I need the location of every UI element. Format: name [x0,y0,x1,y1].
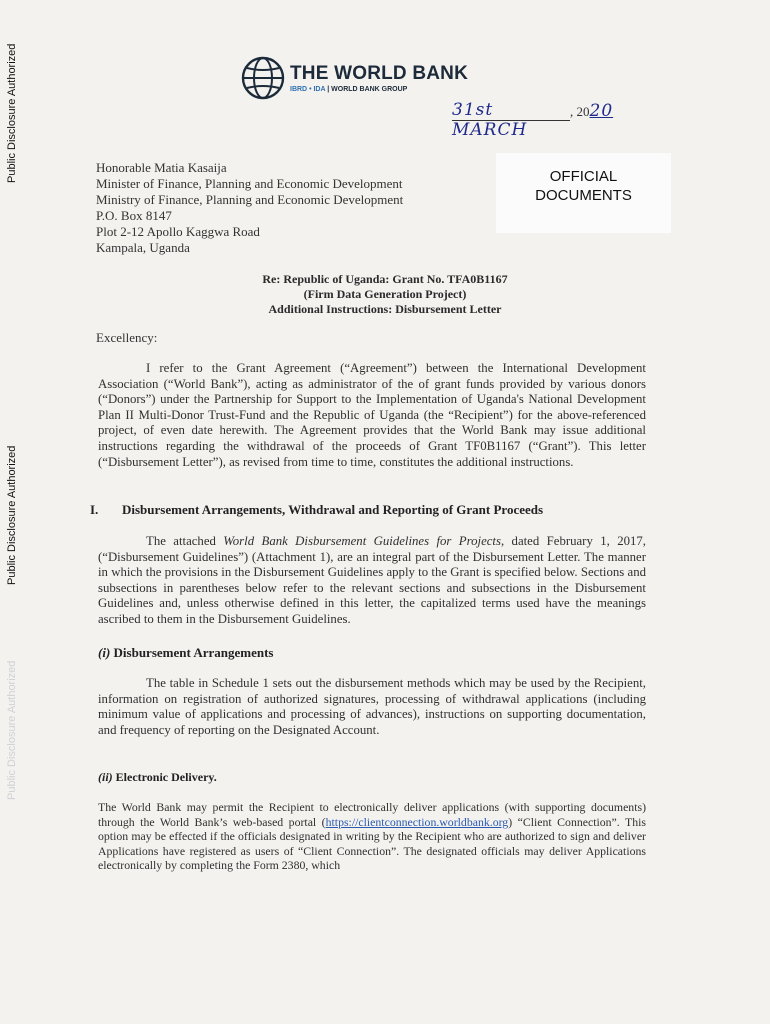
disclosure-label: Public Disclosure Authorized [6,660,18,800]
globe-icon [240,55,286,101]
handwritten-year: 20 [589,101,614,121]
letter-date: 31st MARCH, 2020 [452,100,614,140]
logo-subtitle: IBRD • IDA | WORLD BANK GROUP [290,86,408,93]
salutation: Excellency: [96,330,158,345]
electronic-delivery-paragraph: The World Bank may permit the Recipient to electronically deliver applications (with supporting documents) through the World Bank’s web-based portal (https://clientconnection.worldbank.org) “Client Connection”. This option may be effected if the officials designated in writing by the Recipient who are authorized to sign and deliver Applications have registered as users of “Client Connection”. The designated officials may deliver Applications electronically by completing the Form 2380, which [98,800,646,872]
subject-reference: Re: Republic of Uganda: Grant No. TFA0B1167 (Firm Data Generation Project) Additional Instructions: Disbursement Letter [262,272,508,316]
guidelines-paragraph: The attached World Bank Disbursement Guidelines for Projects, dated February 1, 2017, (“Disbursement Guidelines”) (Attachment 1), are an integral part of the Disbursement Letter. The manner in which the provisions in the Disbursement Guidelines apply to the Grant is specified below. Sections and subsections in parentheses below refer to the relevant sections and subsections in the Disbursement Guidelines and, unless otherwise defined in this letter, the capitalized terms used have the meanings ascribed to them in the Disbursement Guidelines. [98,534,647,626]
intro-paragraph: I refer to the Grant Agreement (“Agreement”) between the International Development Association (“World Bank”), acting as administrator of the of grant funds provided by various donors (“Donors”) under the Partnership for Support to the Implementation of Uganda's National Development Plan II Multi-Donor Trust-Fund and the Republic of Uganda (the “Recipient”) for the above-referenced project, of even date herewith. The Agreement provides that the World Bank may issue additional instructions regarding the withdrawal of the proceeds of Grant TF0B1167 (“Grant”). This letter (“Disbursement Letter”), as revised from time to time, constitutes the additional instructions. [98,361,646,469]
disclosure-label: Public Disclosure Authorized [6,445,18,585]
disclosure-label: Public Disclosure Authorized [6,43,18,183]
client-connection-link[interactable]: https://clientconnection.worldbank.org [325,814,509,829]
section-heading: I. Disbursement Arrangements, Withdrawal and Reporting of Grant Proceeds [90,502,544,517]
subsection-heading: (i) Disbursement Arrangements [98,645,274,660]
arrangements-paragraph: The table in Schedule 1 sets out the disbursement methods which may be used by the Recipient, information on registration of authorized signatures, processing of withdrawal applications (including minimum value of applications and processing of advances), instructions on supporting documentation, and frequency of reporting on the Designated Account. [98,676,646,737]
world-bank-logo [240,55,468,101]
logo-wordmark: THE WORLD BANK [290,63,469,84]
subsection-heading: (ii) Electronic Delivery. [98,770,217,784]
handwritten-date: 31st MARCH [452,100,528,140]
official-documents-stamp: OFFICIAL DOCUMENTS [496,153,671,233]
recipient-address: Honorable Matia Kasaija Minister of Finance, Planning and Economic Development Ministry of Finance, Planning and Economic Development P.O. Box 8147 Plot 2-12 Apollo Kaggwa Road Kampala, Uganda [96,160,404,255]
